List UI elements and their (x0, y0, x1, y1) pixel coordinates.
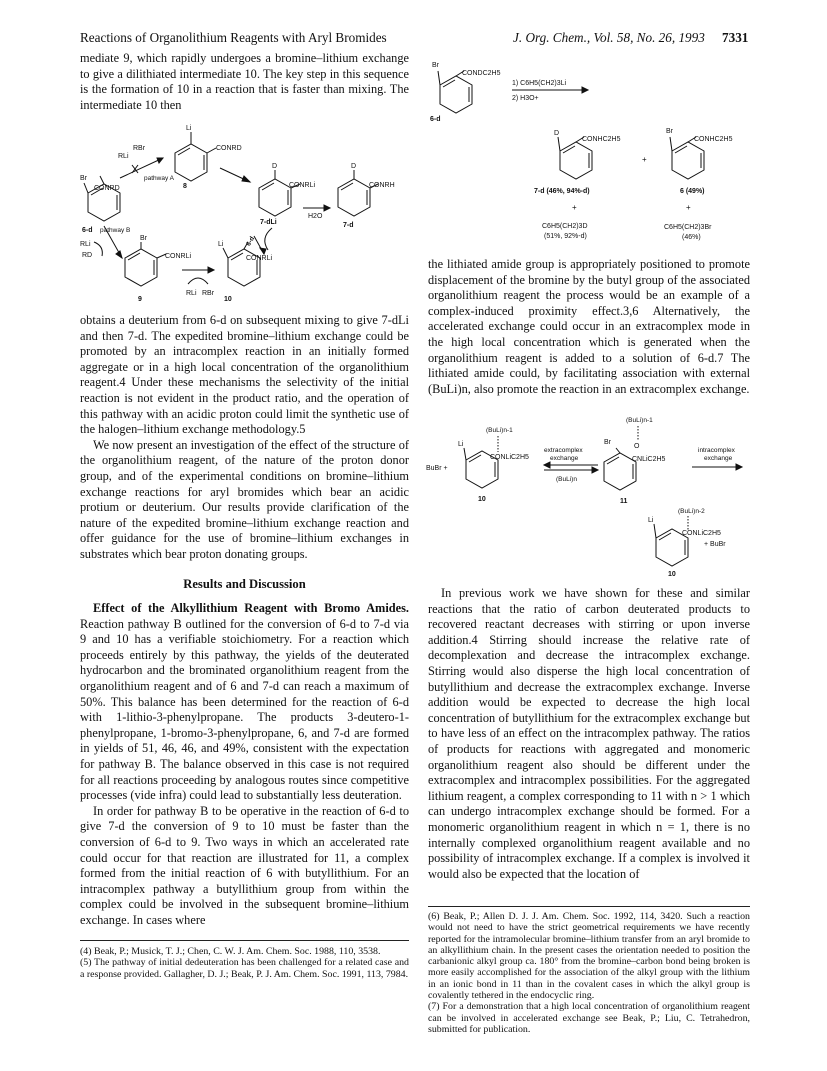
scheme-label: RBr (202, 290, 215, 297)
scheme-label: (46%) (682, 234, 701, 241)
paragraph-text: Reaction pathway B outlined for the conversion of 6-d to 7-d via 9 and 10 has a verifiable stoichiometry. For a reaction which proceeds entirely by this pathway, the yields of the deuterated hydrocarbon and the brominated organolithium reagent from the organolithium reagent and of 6 and 7-d can reach a maximum of 50%. This balance has been determined for the reaction of 6-d with 1-lithio-3-phenylpropane. The products 3-deutero-1-phenylpropane, 1-bromo-3-phenylpropane, 6, and 7-d are formed in yields of 51, 46, 46, and 49%, consistent with the expectation for pathway B. The balance observed in this case is not required for all reactions proceeding by analogous routes since competitive processes (vide infra) could lead to substantially less deuteration. (80, 616, 409, 803)
scheme-label: Li (186, 125, 192, 132)
scheme-label: Li (458, 441, 464, 448)
benzene-ring (672, 142, 704, 179)
paragraph: We now present an investigation of the effect of the structure of the organolithium reagent, of the nature of the proton donor group, and of the experimental conditions on bromine–lithium exchange reactions for aryl bromides which bear an acidic protium or deuterium. Our results provide clarification of the nature of the expedited bromine–lithium exchange reaction and offer guidance for the use of bromine–lithium exchanges in substrates which bear proton donating groups. (80, 437, 409, 561)
benzene-ring (175, 144, 207, 181)
scheme-label: 8 (183, 183, 187, 190)
scheme-label: 9 (138, 296, 142, 303)
benzene-ring (259, 179, 291, 216)
scheme-label: 7-d (343, 222, 354, 229)
scheme-label: (51%, 92%-d) (544, 233, 587, 240)
paragraph: In previous work we have shown for these and similar reactions that the ratio of carbon deuterated products to recovered reactant decreases with stirring or upon inverse addition.4 Stirring should increase the relative rate of decomplexation and decrease the intracomplex exchange. Stirring would also disperse the high local concentration of butyllithium and decrease the extracomplex exchange. Inverse addition would be expected to decrease the high local concentration of butyllithium for the extracomplex exchange but to have less of an effect on the intracomplex pathway. The ratios of products for reactions with aggregated and monomeric organolithium reagent also should be different under the extracomplex and intracomplex possibilities. For the aggregated lithium reagent, a complex corresponding to 11 with n > 1 which can undergo intracomplex exchange should be formed. For a monomeric organolithium reagent in which n = 1, there is no internally complexed organolithium reagent available and no possibility of intracomplex exchange. If a complex is involved it would also be expected that the location of (428, 586, 750, 881)
scheme-label: Li (218, 241, 224, 248)
footnote: (7) For a demonstration that a high local concentration of organolithium reagent can be involved in accelerated exchange see Beak, P.; Liu, C. Tetrahedron, submitted for publication. (428, 1001, 750, 1035)
scheme-label: RLi (186, 290, 197, 297)
scheme-label: RD (82, 252, 93, 259)
scheme-label: (BuLi)n-1 (626, 417, 653, 424)
scheme-label: C6H5(CH2)3D (542, 223, 588, 230)
footnote: (6) Beak, P.; Allen D. J. J. Am. Chem. Soc. 1992, 114, 3420. Such a reaction would not need to have the strict geometrical requirements we have recently reported for the intramolecular bromine–lithium transfer from an aryl bromide to an alkyllithium chain. In the present cases the orientation needed to position the carbanionic alkyl group ca. 180° from the bromine–carbon bond being broken is more easily accomplished for the association of the alkyl group with the lithium in an ionic bond in 11 than in the covalent cases in which the alkyl group is covalently tethered in the endocyclic ring. (428, 911, 750, 1002)
footnote: (4) Beak, P.; Musick, T. J.; Chen, C. W. J. Am. Chem. Soc. 1988, 110, 3538. (80, 946, 381, 957)
scheme-label: BuBr + (426, 465, 448, 472)
scheme-label: D (272, 163, 278, 170)
scheme-label: CONHC2H5 (694, 136, 733, 143)
scheme-label: CNLiC2H5 (632, 456, 666, 463)
right-column-body (428, 586, 750, 882)
scheme-label: RBr (133, 145, 146, 152)
scheme-label: CONLiC2H5 (490, 454, 529, 461)
scheme-label: O (634, 443, 640, 450)
benzene-ring (338, 179, 370, 216)
scheme-label: 1) C6H5(CH2)3Li (512, 80, 567, 87)
scheme-label: RLi (80, 241, 91, 248)
scheme-label: 6-d (82, 227, 93, 234)
footnotes-right (428, 911, 750, 1035)
scheme-label: 10 (478, 496, 486, 503)
scheme-label: CONHC2H5 (582, 136, 621, 143)
scheme-label: + (642, 155, 647, 164)
scheme-label: CONRD (216, 145, 242, 152)
scheme-label: exchange (550, 455, 579, 462)
running-header-journal (513, 30, 705, 46)
scheme-label: CONRD (94, 185, 120, 192)
scheme-label: C6H5(CH2)3Br (664, 224, 712, 231)
scheme-label: 10 (224, 296, 232, 303)
scheme-label: Li (648, 517, 654, 524)
scheme-label: 6-d (245, 235, 257, 248)
left-column-body (80, 313, 409, 929)
benzene-ring (125, 249, 157, 286)
scheme-label: CONDC2H5 (462, 70, 501, 77)
scheme-label: 10 (668, 571, 676, 578)
scheme-reaction (420, 57, 760, 253)
paragraph: the lithiated amide group is appropriately positioned to promote displacement of the bromine by the butyl group of the associated organolithium reagent the process would be an example of a complex-induced proximity effect.3,6 Alternatively, the accelerated exchange could occur in an extracomplex mode in the high local concentration which is generated when the organolithium reagent is added to a solution of 6-d.7 The lithiated amide could, by facilitating association with external (BuLi)n, also promote the reaction in an extracomplex exchange. (428, 257, 750, 396)
scheme-label: Br (140, 235, 147, 242)
scheme-label: CONRLi (246, 255, 273, 262)
scheme-label: 11 (620, 498, 628, 505)
scheme-label: + BuBr (704, 541, 726, 548)
scheme-label: (BuLi)n-1 (486, 427, 513, 434)
scheme-label: CONRLi (165, 253, 192, 260)
paragraph: mediate 9, which rapidly undergoes a bromine–lithium exchange to give a dilithiated intermediate 10. The key step in this sequence is the formation of 10 in a reaction that is faster than mixing. The intermediate 10 then (80, 51, 409, 112)
scheme-label: CONLiC2H5 (682, 530, 721, 537)
benzene-ring (560, 142, 592, 179)
scheme-label: 2) H3O+ (512, 95, 539, 102)
page-number: 7331 (722, 30, 749, 45)
footnote-rule (428, 906, 750, 907)
scheme-label: + (572, 203, 577, 212)
scheme-label: CONRLi (289, 182, 316, 189)
scheme-label: D (351, 163, 357, 170)
journal-citation: J. Org. Chem., Vol. 58, No. 26, 1993 (513, 30, 705, 45)
scheme-label: Br (432, 62, 439, 69)
scheme-label: intracomplex (698, 447, 735, 454)
footnotes-left (80, 946, 409, 980)
left-column-top (80, 51, 409, 113)
scheme-label: Br (80, 175, 87, 182)
subsection-heading: Effect of the Alkyllithium Reagent with Bromo Amides. (93, 601, 409, 616)
scheme-label: 6-d (430, 116, 441, 123)
footnote-rule (80, 940, 409, 941)
scheme-mechanism (80, 118, 412, 308)
paragraph: obtains a deuterium from 6-d on subsequent mixing to give 7-dLi and then 7-d. The expedited bromine–lithium exchange could be promoted by an intracomplex reaction in an initially formed aggregate or in a high local concentration of the organolithium reagent.4 Under these mechanisms the selectivity of the initial reaction is not evident in the product ratio, and the operation of this pathway with an acidic proton could limit the synthetic use of the halogen–lithium exchange methodology.5 (80, 313, 409, 437)
running-header-left: Reactions of Organolithium Reagents with Aryl Bromides (80, 30, 387, 45)
scheme-label: 7-d (46%, 94%-d) (534, 188, 590, 195)
scheme-label: 6 (49%) (680, 188, 705, 195)
scheme-label: D (554, 130, 560, 137)
scheme-label: H2O (308, 213, 323, 220)
scheme-label: pathway B (100, 227, 131, 234)
paragraph: In order for pathway B to be operative in the reaction of 6-d to give 7-d the conversion of 9 to 10 must be faster than the conversion of 6-d to 9. Two ways in which an accelerated rate could occur for that reaction are illustrated for 11, a complex formed from the initial reaction of 6 with butyllithium. For an intracomplex pathway a butyllithium group from within the complex could be involved in the subsequent bromine–lithium exchange. In cases where (80, 803, 409, 927)
scheme-label: Br (666, 128, 673, 135)
scheme-label: (BuLi)n-2 (678, 508, 705, 515)
scheme-label: (BuLi)n (556, 476, 577, 483)
scheme-exchange (420, 410, 760, 578)
scheme-label: + (686, 203, 691, 212)
scheme-label: pathway A (144, 175, 174, 182)
section-heading: Results and Discussion (183, 576, 306, 591)
scheme-label: RLi (118, 153, 129, 160)
scheme-label: 7-dLi (260, 219, 277, 226)
paragraph (80, 601, 409, 804)
scheme-label: exchange (704, 455, 733, 462)
footnote: (5) The pathway of initial dedeuteration has been challenged for a related case and a response provided. Gallagher, D. J.; Beak, P. J. Am. Chem. Soc. 1991, 113, 7984. (80, 957, 409, 980)
scheme-label: CONRH (369, 182, 395, 189)
right-column-top (428, 257, 750, 397)
scheme-label: extracomplex (544, 447, 583, 454)
scheme-label: Br (604, 439, 611, 446)
benzene-ring (440, 76, 472, 113)
